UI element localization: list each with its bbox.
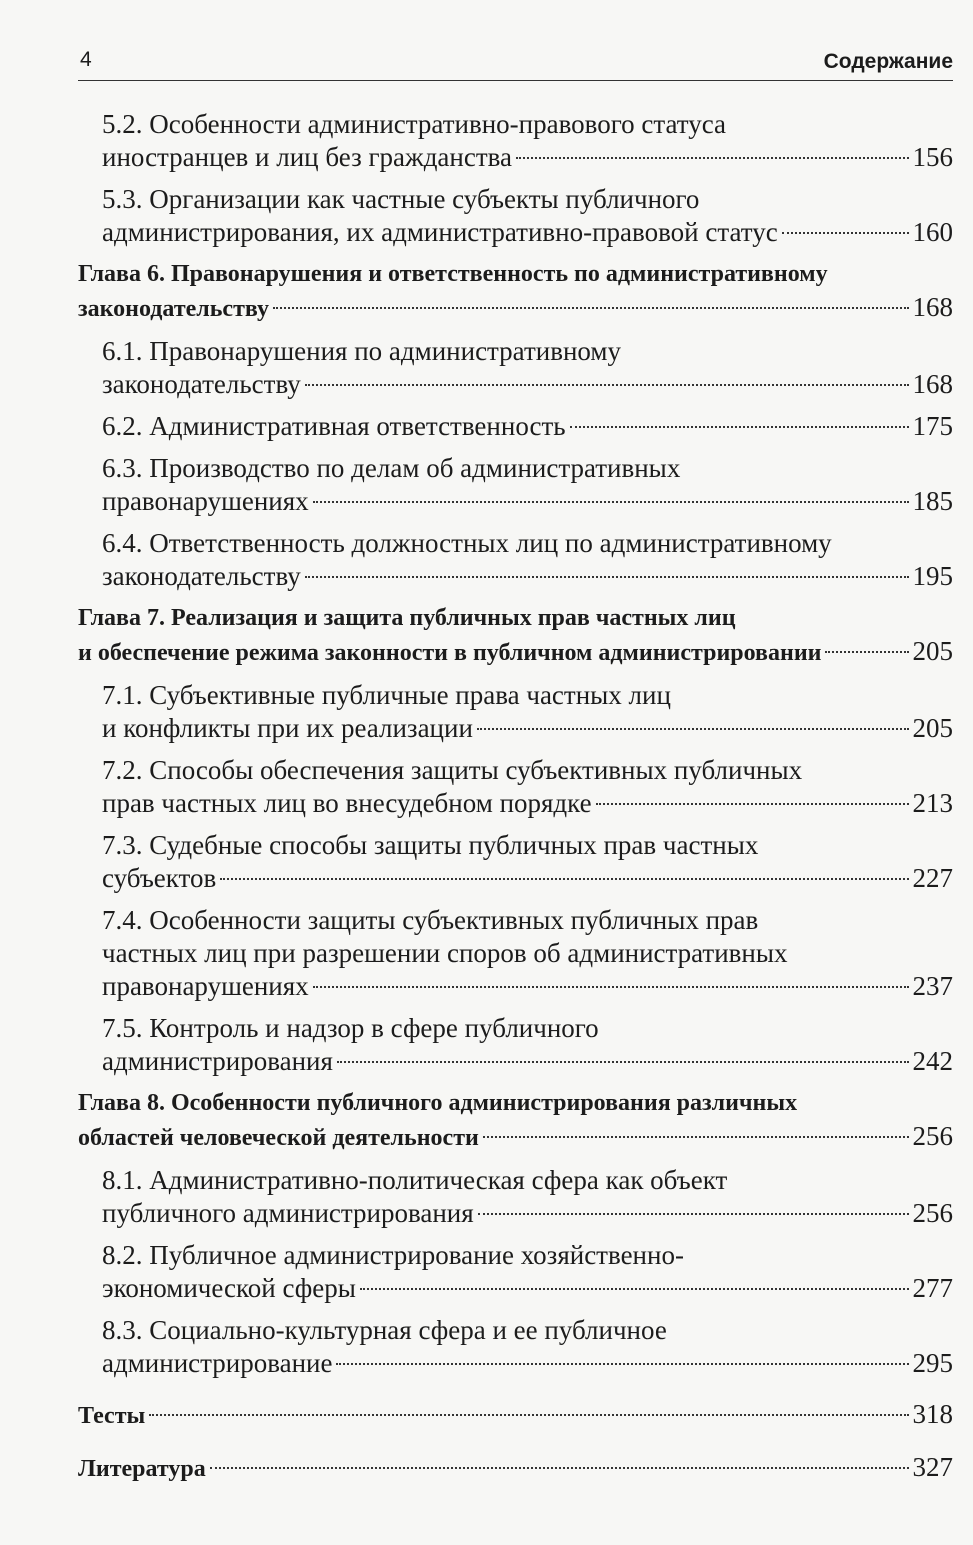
toc-entry — [102, 108, 953, 174]
dot-leader — [596, 803, 909, 805]
toc-entry-last-line — [102, 368, 953, 401]
toc-entry — [102, 1239, 953, 1305]
toc-entry — [102, 754, 953, 820]
toc-entry-title-line: правонарушениях — [102, 486, 309, 516]
dot-leader — [483, 1136, 909, 1138]
dot-leader — [313, 986, 909, 988]
toc-page-number: 205 — [912, 713, 953, 743]
toc-entry-last-line — [102, 787, 953, 820]
toc-entry-title-line: правонарушениях — [102, 971, 309, 1001]
toc-page-number: 168 — [912, 369, 953, 399]
dot-leader — [477, 728, 909, 730]
toc-entry-title-line: 7.2. Способы обеспечения защиты субъективных публичных — [102, 755, 803, 785]
toc-entry-last-line — [102, 1197, 953, 1230]
toc-entry-title-line: законодательству — [102, 561, 301, 591]
toc-entry — [102, 527, 953, 593]
toc-entry-last-line — [102, 712, 953, 745]
dot-leader — [570, 426, 909, 428]
toc-page-number: 256 — [912, 1121, 953, 1151]
toc-entry — [102, 452, 953, 518]
toc-entry — [78, 1398, 953, 1433]
toc-page-number: 295 — [912, 1348, 953, 1378]
toc-page-number: 205 — [912, 636, 953, 666]
toc-entry-title-line: Тесты — [78, 1403, 146, 1429]
toc-page-number: 318 — [912, 1399, 953, 1429]
toc-entry — [78, 1087, 953, 1155]
dot-leader — [305, 576, 909, 578]
toc-entry-title-line: прав частных лиц во внесудебном порядке — [102, 788, 592, 818]
dot-leader — [149, 1414, 908, 1416]
toc-page-number: 227 — [912, 863, 953, 893]
toc-entry-last-line — [102, 1347, 953, 1380]
running-head: Содержание — [823, 50, 953, 73]
toc-entry-last-line — [102, 970, 953, 1003]
toc-entry-last-line — [102, 141, 953, 174]
toc-page-number: 256 — [912, 1198, 953, 1228]
toc-entry-title-line: 6.2. Административная ответственность — [102, 411, 566, 441]
toc-entry-title-line: 6.3. Производство по делам об административных — [102, 453, 681, 483]
toc-entry-last-line — [102, 1272, 953, 1305]
toc-entry-title-line: 8.2. Публичное администрирование хозяйственно- — [102, 1240, 684, 1270]
toc-entry — [102, 1314, 953, 1380]
table-of-contents — [78, 108, 953, 1495]
toc-entry-title-line: частных лиц при разрешении споров об административных — [102, 938, 788, 968]
toc-entry-title-line: и конфликты при их реализации — [102, 713, 473, 743]
toc-entry — [102, 904, 953, 1003]
toc-page-number: 327 — [912, 1452, 953, 1482]
toc-entry-last-line — [102, 862, 953, 895]
toc-entry-title-line: администрирование — [102, 1348, 333, 1378]
toc-entry-title-line: Глава 8. Особенности публичного администрирования различных — [78, 1090, 798, 1116]
dot-leader — [782, 232, 909, 234]
toc-entry-title-line: 7.5. Контроль и надзор в сфере публичного — [102, 1013, 599, 1043]
toc-entry-last-line — [78, 635, 953, 670]
toc-entry-title-line: 7.3. Судебные способы защиты публичных прав частных — [102, 830, 759, 860]
toc-entry-title-line: областей человеческой деятельности — [78, 1125, 479, 1151]
toc-entry — [102, 829, 953, 895]
dot-leader — [336, 1363, 908, 1365]
toc-page-number: 277 — [912, 1273, 953, 1303]
dot-leader — [337, 1061, 909, 1063]
toc-entry-title-line: 7.1. Субъективные публичные права частных лиц — [102, 680, 671, 710]
toc-entry-title-line: Глава 6. Правонарушения и ответственность по административному — [78, 261, 828, 287]
toc-entry — [102, 410, 953, 443]
toc-entry-title-line: субъектов — [102, 863, 217, 893]
toc-entry-title-line: 8.3. Социально-культурная сфера и ее публичное — [102, 1315, 667, 1345]
dot-leader — [305, 384, 909, 386]
dot-leader — [273, 307, 909, 309]
toc-entry-title-line: законодательству — [102, 369, 301, 399]
toc-entry — [102, 335, 953, 401]
page-header — [78, 44, 953, 81]
toc-entry-title-line: 5.3. Организации как частные субъекты публичного — [102, 184, 700, 214]
dot-leader — [825, 651, 908, 653]
toc-entry-last-line — [78, 291, 953, 326]
toc-page-number: 213 — [912, 788, 953, 818]
toc-page-number: 160 — [912, 217, 953, 247]
dot-leader — [313, 501, 909, 503]
toc-entry-title-line: иностранцев и лиц без гражданства — [102, 142, 513, 172]
toc-entry-title-line: и обеспечение режима законности в публичном администрировании — [78, 640, 822, 666]
toc-entry-last-line — [78, 1120, 953, 1155]
toc-entry-last-line — [78, 1451, 953, 1486]
toc-entry-title-line: 6.1. Правонарушения по административному — [102, 336, 621, 366]
toc-entry-title-line: 5.2. Особенности административно-правового статуса — [102, 109, 726, 139]
toc-entry-title-line: администрирования, их административно-правовой статус — [102, 217, 778, 247]
toc-entry-title-line: 7.4. Особенности защиты субъективных публичных прав — [102, 905, 759, 935]
toc-entry-last-line — [102, 410, 953, 443]
toc-entry-title-line: Глава 7. Реализация и защита публичных прав частных лиц — [78, 605, 736, 631]
toc-page-number: 237 — [912, 971, 953, 1001]
toc-page-number: 242 — [912, 1046, 953, 1076]
toc-page-number: 156 — [912, 142, 953, 172]
toc-entry-title-line: 8.1. Административно-политическая сфера как объект — [102, 1165, 728, 1195]
page-number: 4 — [80, 48, 92, 71]
toc-page-number: 175 — [912, 411, 953, 441]
toc-entry — [102, 183, 953, 249]
toc-entry-last-line — [102, 216, 953, 249]
toc-entry-title-line: законодательству — [78, 296, 269, 322]
dot-leader — [516, 157, 908, 159]
toc-entry — [102, 1164, 953, 1230]
toc-entry — [78, 602, 953, 670]
dot-leader — [478, 1213, 909, 1215]
toc-entry-last-line — [102, 485, 953, 518]
dot-leader — [220, 878, 908, 880]
toc-entry-last-line — [102, 1045, 953, 1078]
toc-entry — [78, 258, 953, 326]
toc-entry-last-line — [102, 560, 953, 593]
toc-entry-title-line: 6.4. Ответственность должностных лиц по административному — [102, 528, 832, 558]
toc-entry — [102, 1012, 953, 1078]
toc-page-number: 195 — [912, 561, 953, 591]
toc-entry-title-line: администрирования — [102, 1046, 333, 1076]
toc-entry-title-line: публичного администрирования — [102, 1198, 474, 1228]
toc-entry — [78, 1451, 953, 1486]
toc-entry-last-line — [78, 1398, 953, 1433]
dot-leader — [210, 1467, 909, 1469]
toc-page-number: 185 — [912, 486, 953, 516]
toc-entry — [102, 679, 953, 745]
toc-entry-title-line: Литература — [78, 1456, 206, 1482]
dot-leader — [360, 1288, 909, 1290]
toc-entry-title-line: экономической сферы — [102, 1273, 356, 1303]
toc-page-number: 168 — [912, 292, 953, 322]
